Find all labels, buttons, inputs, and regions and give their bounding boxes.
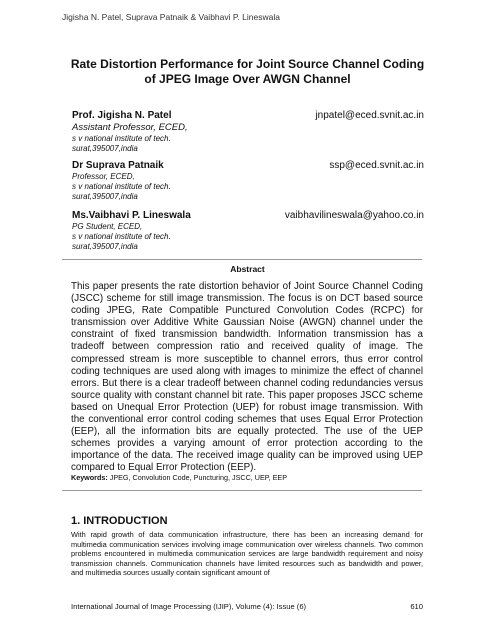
author-block-3 (72, 210, 424, 252)
author-name: Prof. Jigisha N. Patel (72, 110, 172, 121)
abstract-heading: Abstract (230, 264, 265, 274)
author-email[interactable]: jnpatel@eced.svnit.ac.in (315, 110, 424, 121)
page-number: 610 (410, 602, 423, 611)
abstract-text: This paper presents the rate distortion behavior of Joint Source Channel Coding (JSCC) scheme for still image transmission. The focus is on DCT based source coding JPEG, Rate Compatible Punctured Convolution Codes (RCPC) for transmission over Additive White Gaussian Noise (AWGN) channel under the constraint of fixed transmission bandwidth. Information transmission has a tradeoff between compression ratio and received quality of image. The compressed stream is more susceptible to channel errors, thus error control coding techniques are used along with images to minimize the effect of channel errors. But there is a clear tradeoff between channel coding redundancies versus source quality with constant channel bit rate. This paper proposes JSCC scheme based on Unequal Error Protection (UEP) for robust image transmission. With the conventional error control coding schemes that uses Equal Error Protection (EEP), all the information bits are equally protected. The use of the UEP schemes provides a varying amount of error protection according to the importance of the data. The received image quality can be improved using UEP compared to Equal Error Protection (EEP). (71, 281, 423, 474)
paper-title (40, 57, 455, 87)
author-email[interactable]: vaibhavilineswala@yahoo.co.in (284, 210, 424, 221)
author-affiliation: PG Student, ECED, (72, 222, 143, 231)
footer-journal: International Journal of Image Processing (IJIP), Volume (4): Issue (6) (71, 602, 307, 611)
author-block-1 (72, 110, 424, 154)
title-line-1: Rate Distortion Performance for Joint Source Channel Coding (70, 57, 425, 71)
keywords (71, 473, 423, 482)
divider-top (62, 259, 422, 260)
author-email[interactable]: ssp@eced.svnit.ac.in (329, 160, 424, 171)
intro-text: With rapid growth of data communication infrastructure, there has been an increasing demand for multimedia communication services involving image communication over wireless channels. Two common problems encountered in multimedia communication services are large bandwidth requirement and noisy transmission channels. Communication channels have limited resources such as bandwidth and power, and multimedia sources usually contain significant amount of (71, 530, 423, 577)
author-affiliation: Professor, ECED, (72, 172, 135, 181)
divider-bottom (62, 490, 422, 491)
author-institution: s v national institute of tech. (72, 182, 171, 191)
author-address: surat,395007,india (72, 192, 138, 201)
author-name: Dr Suprava Patnaik (72, 160, 164, 171)
author-block-2 (72, 160, 424, 202)
title-line-2: of JPEG Image Over AWGN Channel (144, 72, 351, 86)
running-head: Jigisha N. Patel, Suprava Patnaik & Vaibhavi P. Lineswala (62, 12, 280, 22)
author-address: surat,395007,india (72, 144, 138, 153)
author-address: surat,395007,india (72, 242, 138, 251)
keywords-label: Keywords: (71, 473, 108, 482)
page-footer (71, 602, 423, 611)
author-name: Ms.Vaibhavi P. Lineswala (72, 210, 191, 221)
author-affiliation: Assistant Professor, ECED, (72, 122, 188, 133)
section-heading: 1. INTRODUCTION (71, 515, 168, 527)
author-institution: s v national institute of tech. (72, 232, 171, 241)
author-institution: s v national institute of tech. (72, 134, 171, 143)
keywords-text: JPEG, Convolution Code, Puncturing, JSCC, UEP, EEP (109, 473, 287, 482)
